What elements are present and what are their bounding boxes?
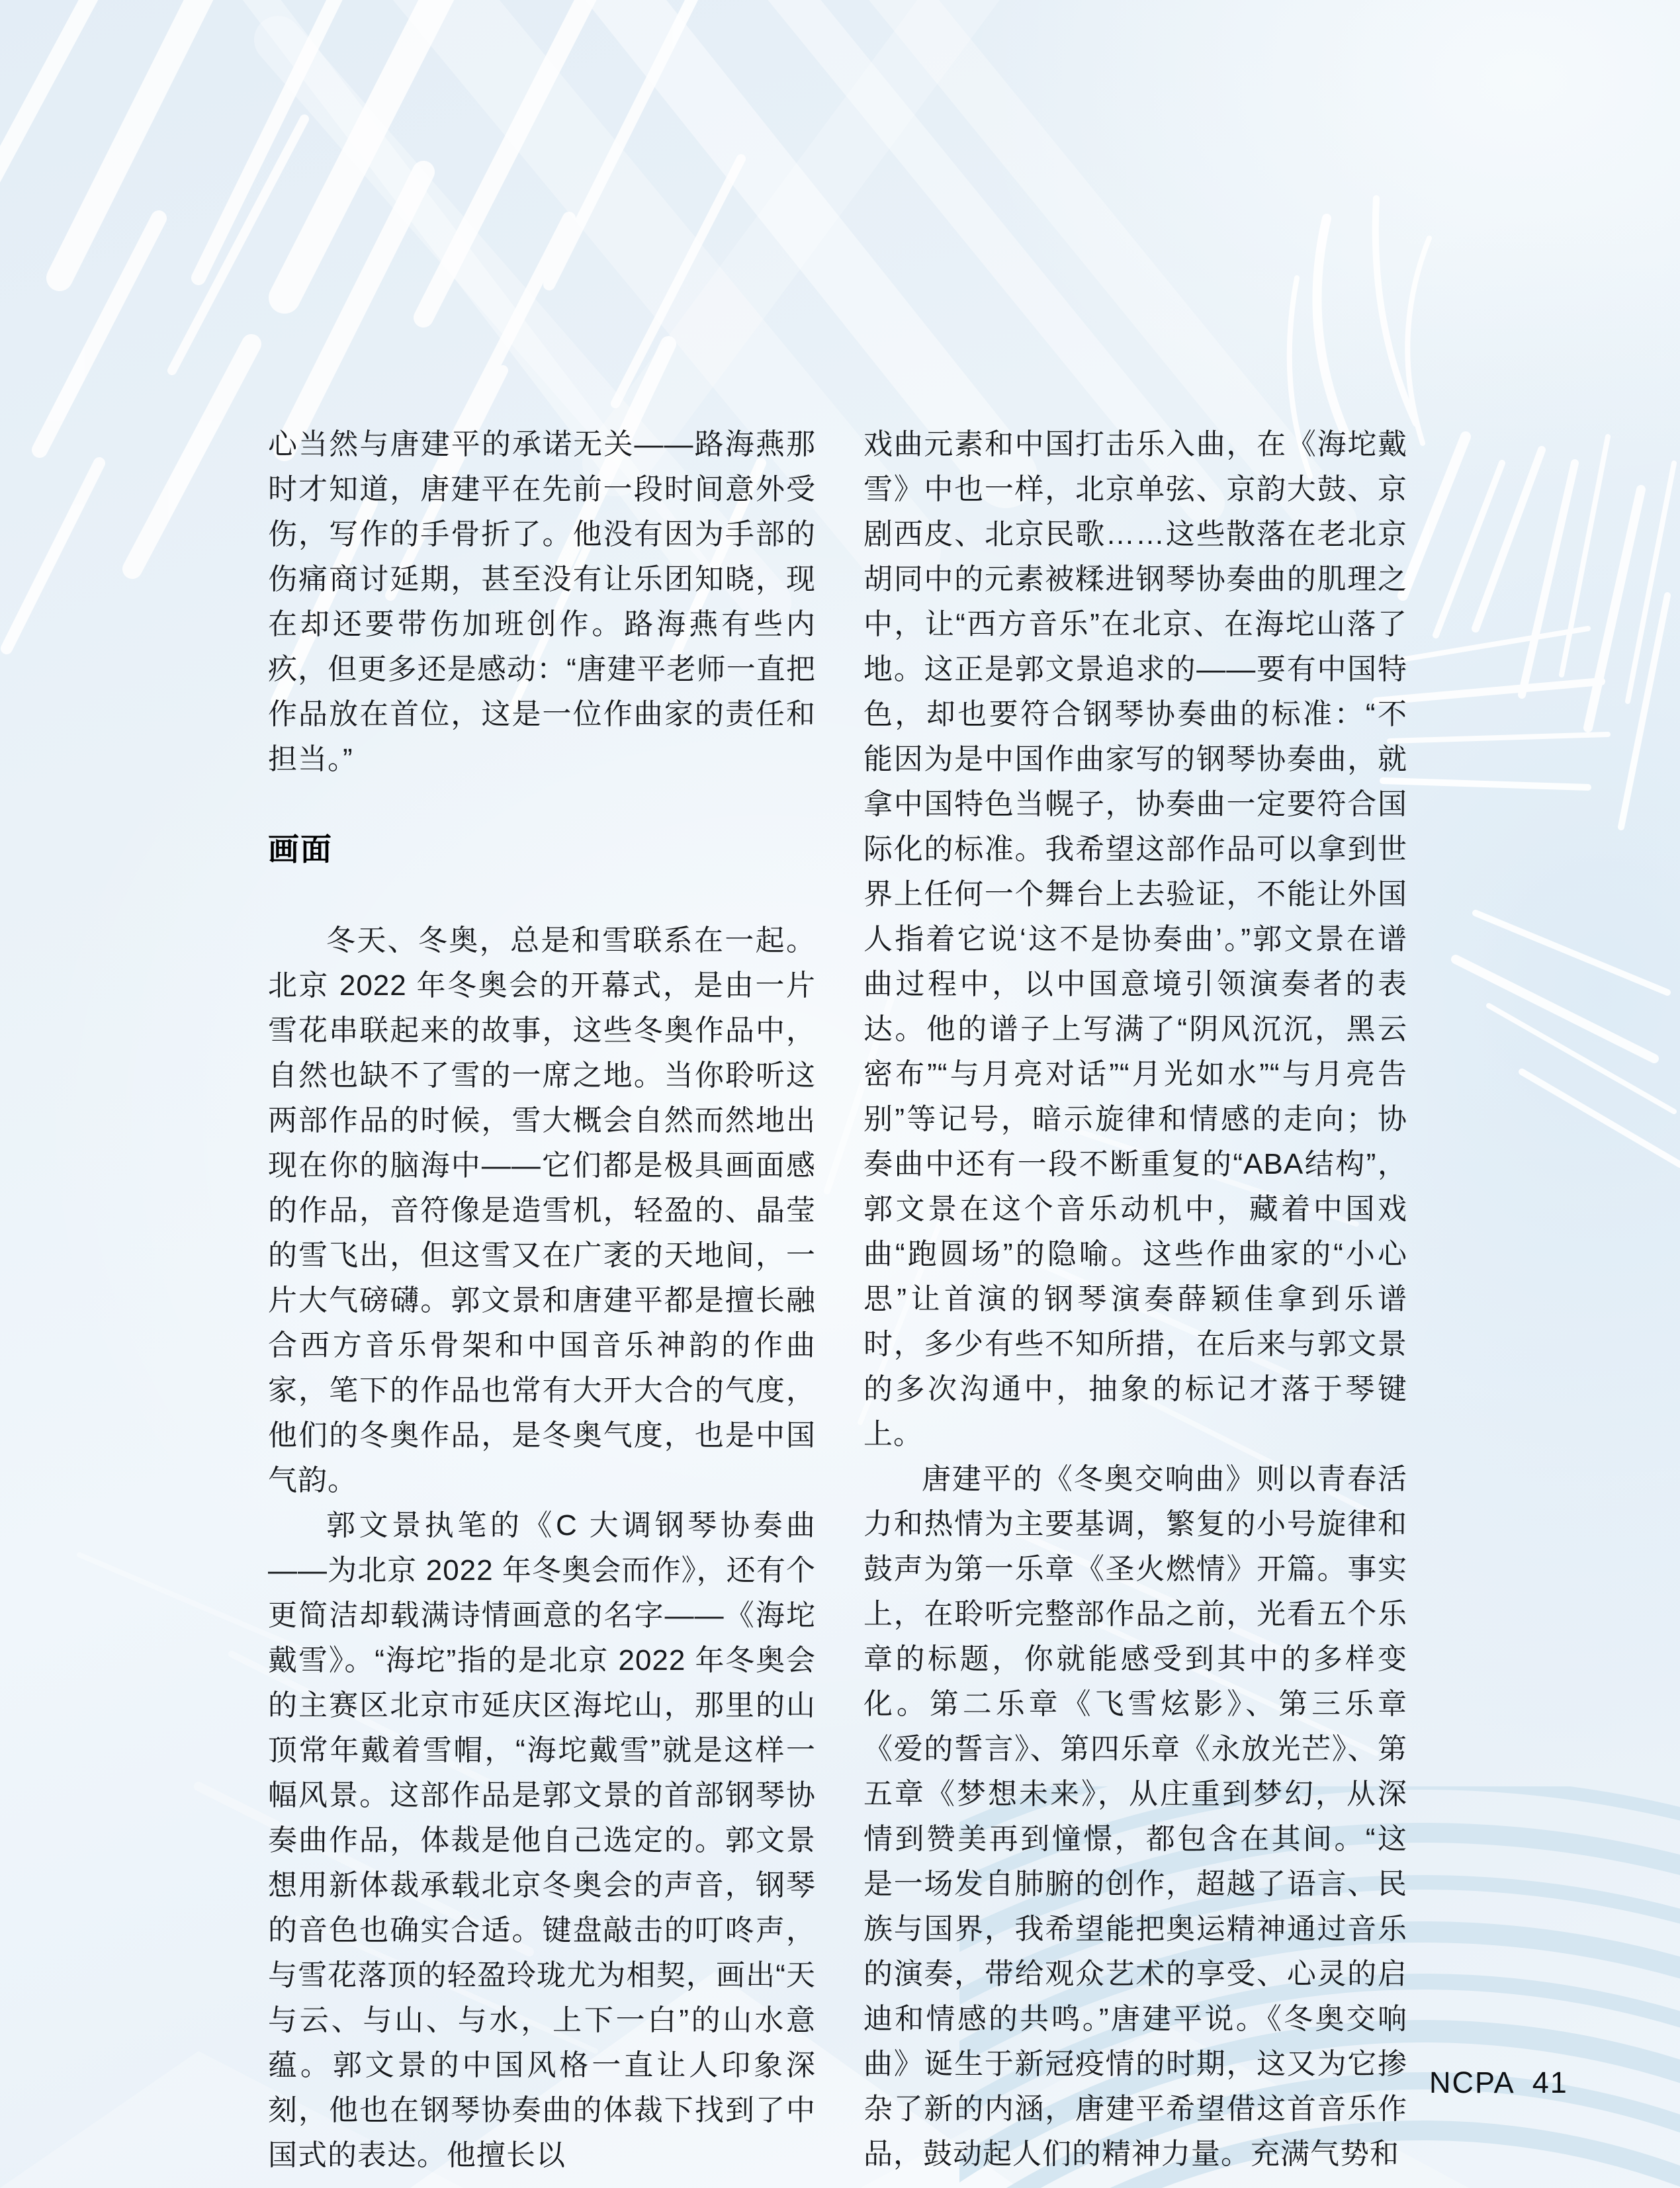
- footer-page-number: 41: [1532, 2066, 1568, 2099]
- article-paragraph: 唐建平的《冬奥交响曲》则以青春活力和热情为主要基调，繁复的小号旋律和鼓声为第一乐章《圣火燃情》开篇。事实上，在聆听完整部作品之前，光看五个乐章的标题，你就能感受到其中的多样变化。第二乐章《飞雪炫影》、第三乐章《爱的誓言》、第四乐章《永放光芒》、第五章《梦想未来》，从庄重到梦幻，从深情到赞美再到憧憬，都包含在其间。“这是一场发自肺腑的创作，超越了语言、民族与国界，我希望能把奥运精神通过音乐的演奏，带给观众艺术的享受、心灵的启迪和情感的共鸣。”唐建平说。《冬奥交响曲》诞生于新冠疫情的时期，这又为它掺杂了新的内涵，唐建平希望借这首音乐作品，鼓动起人们的精神力量。充满气势和: [863, 1463, 1407, 2170]
- article-left-column: [268, 422, 816, 2178]
- article-right-column: [863, 422, 1407, 2177]
- article-paragraph: 戏曲元素和中国打击乐入曲，在《海坨戴雪》中也一样，北京单弦、京韵大鼓、京剧西皮、北京民歌……这些散落在老北京胡同中的元素被糅进钢琴协奏曲的肌理之中，让“西方音乐”在北京、在海坨山落了地。这正是郭文景追求的——要有中国特色，却也要符合钢琴协奏曲的标准：“不能因为是中国作曲家写的钢琴协奏曲，就拿中国特色当幌子，协奏曲一定要符合国际化的标准。我希望这部作品可以拿到世界上任何一个舞台上去验证，不能让外国人指着它说‘这不是协奏曲’。”郭文景在谱曲过程中，以中国意境引领演奏者的表达。他的谱子上写满了“阴风沉沉，黑云密布”“与月亮对话”“月光如水”“与月亮告别”等记号，暗示旋律和情感的走向；协奏曲中还有一段不断重复的“ABA结构”，郭文景在这个音乐动机中，藏着中国戏曲“跑圆场”的隐喻。这些作曲家的“小心思”让首演的钢琴演奏薛颖佳拿到乐谱时，多少有些不知所措，在后来与郭文景的多次沟通中，抽象的标记才落于琴键上。: [863, 428, 1407, 1450]
- article-paragraph: 心当然与唐建平的承诺无关——路海燕那时才知道，唐建平在先前一段时间意外受伤，写作的手骨折了。他没有因为手部的伤痛商讨延期，甚至没有让乐团知晓，现在却还要带伤加班创作。路海燕有些内疚，但更多还是感动：“唐建平老师一直把作品放在首位，这是一位作曲家的责任和担当。”: [268, 428, 816, 775]
- page-footer: [1429, 2066, 1568, 2100]
- footer-brand: NCPA: [1429, 2066, 1515, 2099]
- frost-feathers-right: [1376, 437, 1680, 1164]
- section-heading: 画面: [268, 832, 333, 867]
- article-paragraph: 冬天、冬奥，总是和雪联系在一起。北京 2022 年冬奥会的开幕式，是由一片雪花串联起来的故事，这些冬奥作品中，自然也缺不了雪的一席之地。当你聆听这两部作品的时候，雪大概会自然而然地出现在你的脑海中——它们都是极具画面感的作品，音符像是造雪机，轻盈的、晶莹的雪飞出，但这雪又在广袤的天地间，一片大气磅礴。郭文景和唐建平都是擅长融合西方音乐骨架和中国音乐神韵的作曲家，笔下的作品也常有大开大合的气度，他们的冬奥作品，是冬奥气度，也是中国气韵。: [268, 924, 816, 1497]
- article-paragraph: 郭文景执笔的《C 大调钢琴协奏曲——为北京 2022 年冬奥会而作》，还有个更简洁却载满诗情画意的名字——《海坨戴雪》。“海坨”指的是北京 2022 年冬奥会的主赛区北京市延庆区海坨山，那里的山顶常年戴着雪帽，“海坨戴雪”就是这样一幅风景。这部作品是郭文景的首部钢琴协奏曲作品，体裁是他自己选定的。郭文景想用新体裁承载北京冬奥会的声音，钢琴的音色也确实合适。键盘敲击的叮咚声，与雪花落顶的轻盈玲珑尤为相契，画出“天与云、与山、与水，上下一白”的山水意蕴。郭文景的中国风格一直让人印象深刻，他也在钢琴协奏曲的体裁下找到了中国式的表达。他擅长以: [268, 1509, 816, 2171]
